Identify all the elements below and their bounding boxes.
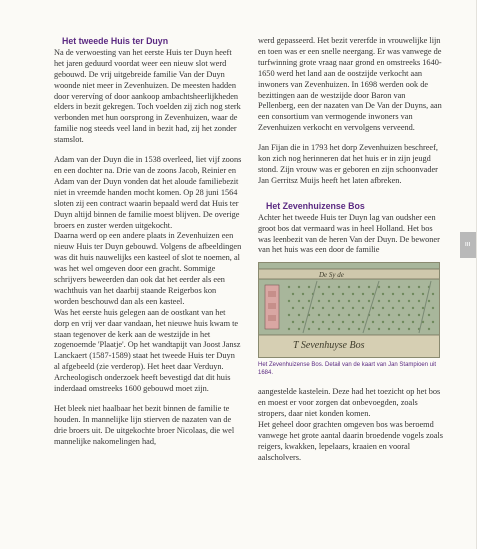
paragraph: werd gepasseerd. Het bezit vererfde in vrouwelijke lijn en toen was er een snelle neergang. Er was vanwege de turfwinning grote vraag naar grond en omstreeks 1640-1650 werd het land aan de oostzijde verkocht aan inwoners van Zevenhuizen. In 1698 werden ook de bezittingen aan de westzijde door Baron van Pellenberg, een der nazaten van De Van der Duyns, aan een consortium van vermogende inwoners van Zevenhuizen verkocht en vervolgens verveend. — [258, 36, 442, 133]
chapter-tab-marker — [460, 232, 476, 258]
scroll-gutter[interactable] — [477, 0, 489, 549]
section-heading-tweede-huis: Het tweede Huis ter Duyn — [62, 36, 169, 46]
paragraph: Was het eerste huis gelegen aan de oostkant van het dorp en vrij ver daar vandaan, het nieuwe huis kwam te staan tegenover de kerk aan de westzijde in het zogenoemde 'Plaatje'. Op het wandtapijt van Joost Jansz Lanckaert (1587-1589) staat het tweede Huis ter Duyn al afgebeeld (zie verderop). Het heet daar Verduyn. Archeologisch onderzoek heeft bevestigd dat dit huis inderdaad omstreeks 1600 gebouwd moet zijn. — [54, 307, 241, 394]
map-label-top: De Sy de — [319, 271, 344, 280]
paragraph: Het geheel door grachten omgeven bos was beroemd vanwege het grote aantal daarin broedende vogels zoals reigers, kwakken, lepelaars, kraaien en vooral aalscholvers. — [258, 420, 443, 462]
paragraph: Jan Fijan die in 1793 het dorp Zevenhuizen beschreef, kon zich nog herinneren dat het huis er in zijn jeugd stond. Zijn vrouw was er geboren en zijn schoonvader Jan Gerritsz Muijs heeft het laten afbreken. — [258, 143, 438, 185]
map-illustration — [259, 263, 439, 357]
section-heading-zevenhuizense-bos: Het Zevenhuizense Bos — [266, 200, 365, 211]
paragraph: Het bleek niet haalbaar het bezit binnen de familie te houden. In mannelijke lijn stierven de nazaten van de drie broers uit. De uitgekochte broer Nicolaas, die wel mannelijke nakomelingen had, — [54, 404, 235, 446]
paragraph: Achter het tweede Huis ter Duyn lag van oudsher een groot bos dat vermaard was in heel Holland. Het bos was leenbezit van de heren Van der Duyn. De bewoner van het huis was een door de familie — [258, 212, 440, 255]
paragraph: aangestelde kastelein. Deze had het toezicht op het bos en moest er voor zorgen dat onbevoegden, zoals stropers, daar niet konden komen. — [258, 387, 441, 419]
paragraph: Adam van der Duyn die in 1538 overleed, liet vijf zoons en een dochter na. Drie van de zoons Jacob, Reinier en Adam van der Duyn vonden dat het aloude familiebezit niet in vreemde handen mocht komen. Op 28 juni 1564 sloten zij een contract waarin bepaald werd dat Huis ter Duyn altijd binnen de familie moest blijven. De overige broers en zuster werden uitgekocht. — [54, 155, 242, 230]
chapter-tab-label: III — [465, 242, 471, 248]
right-column — [258, 36, 444, 473]
left-column — [54, 36, 242, 457]
historic-map-image — [258, 262, 440, 358]
map-caption: Het Zevenhuizense Bos. Detail van de kaart van Jan Stampioen uit 1684. — [258, 362, 437, 377]
paragraph: Daarna werd op een andere plaats in Zevenhuizen een nieuw Huis ter Duyn gebouwd. Volgens de afbeeldingen was dit huis nauwelijks een kasteel of slot te noemen, al was het wel omgeven door een gracht. Sommige schrijvers beweerden dan ook dat het eerder als een wachthuis van het daarbij staande Reigerbos kon worden beschouwd dan als een kasteel. — [54, 231, 242, 306]
paragraph: Na de verwoesting van het eerste Huis ter Duyn heeft het jaren geduurd voordat weer een nieuw slot werd gebouwd. De vrij uitgebreide familie Van der Duyn woonde niet meer in Zevenhuizen. De meesten hadden door verervíng of door aankoop ambachtsheerlijkheden elders in bezit gekregen. Toch voelden zij zich nog sterk verbonden met hun oorsprong in Zevenhuizen, waar de familie nog steeds veel land in bezit had, zij het zonder stamslot. — [54, 47, 241, 145]
map-label-bottom: T Sevenhuyse Bos — [293, 340, 365, 352]
